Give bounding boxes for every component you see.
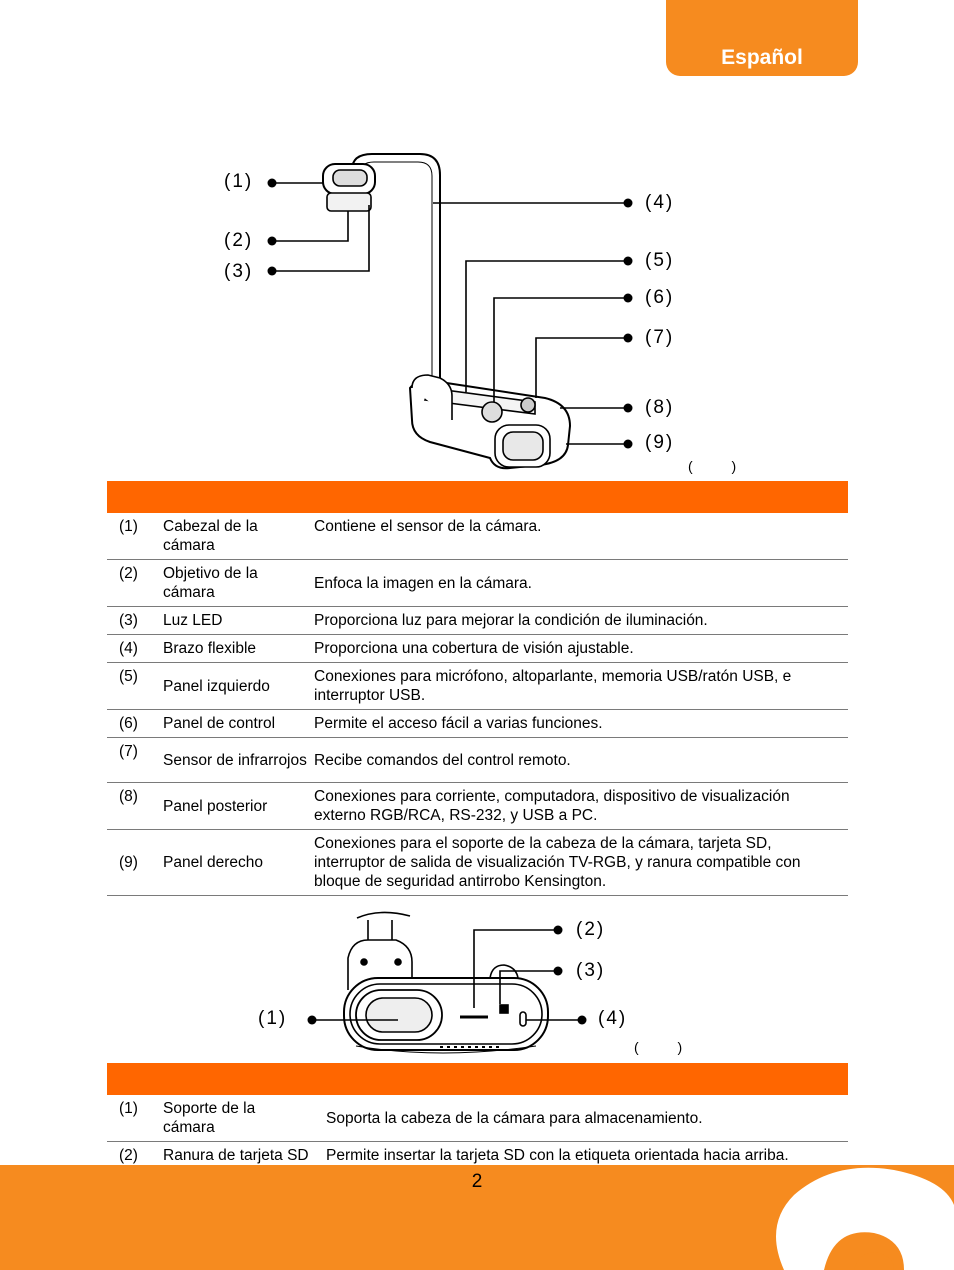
callout-6: (6) [645, 287, 675, 308]
table-row: (2) Objetivo de la cámara Enfoca la imagen en la cámara. [107, 560, 848, 607]
table-row: (1) Soporte de la cámara Soporta la cabeza de la cámara para almacenamiento. [107, 1095, 848, 1142]
callout-9: (9) [645, 432, 675, 453]
table-row: (7) Sensor de infrarrojos Recibe comandos del control remoto. [107, 738, 848, 783]
panel-callout-3: (3) [576, 960, 606, 981]
callout-3: (3) [224, 261, 254, 282]
table-row: (8) Panel posterior Conexiones para corriente, computadora, dispositivo de visualización externo RGB/RCA, RS-232, y USB a PC. [107, 783, 848, 830]
callout-1: (1) [224, 171, 254, 192]
callout-5: (5) [645, 250, 675, 271]
panel-callout-4: (4) [598, 1008, 628, 1029]
callout-7: (7) [645, 327, 675, 348]
panel-parts-table [107, 1095, 848, 1170]
table-row: (1) Cabezal de la cámara Contiene el sensor de la cámara. [107, 513, 848, 560]
callout-4: (4) [645, 192, 675, 213]
view-tag: ( ) [688, 458, 737, 474]
table-header-bar-2 [107, 1063, 848, 1095]
callout-8: (8) [645, 397, 675, 418]
table-row: (5) Panel izquierdo Conexiones para micrófono, altoparlante, memoria USB/ratón USB, e interruptor USB. [107, 663, 848, 710]
language-label: Español [721, 46, 803, 69]
table-row: (9) Panel derecho Conexiones para el soporte de la cabeza de la cámara, tarjeta SD, interruptor de salida de visualización TV-RGB, y ranura compatible con bloque de seguridad antirrobo Kensington. [107, 830, 848, 896]
table-row: (4) Brazo flexible Proporciona una cobertura de visión ajustable. [107, 635, 848, 663]
panel-callout-1: (1) [258, 1008, 288, 1029]
page-number: 2 [471, 1171, 483, 1192]
callout-2: (2) [224, 230, 254, 251]
table-row: (2) Ranura de tarjeta SD Permite insertar la tarjeta SD con la etiqueta orientada hacia arriba. [107, 1142, 848, 1170]
panel-callout-2: (2) [576, 919, 606, 940]
table-row: (3) Luz LED Proporciona luz para mejorar la condición de iluminación. [107, 607, 848, 635]
table-row: (6) Panel de control Permite el acceso fácil a varias funciones. [107, 710, 848, 738]
panel-view-tag: ( ) [634, 1039, 683, 1055]
